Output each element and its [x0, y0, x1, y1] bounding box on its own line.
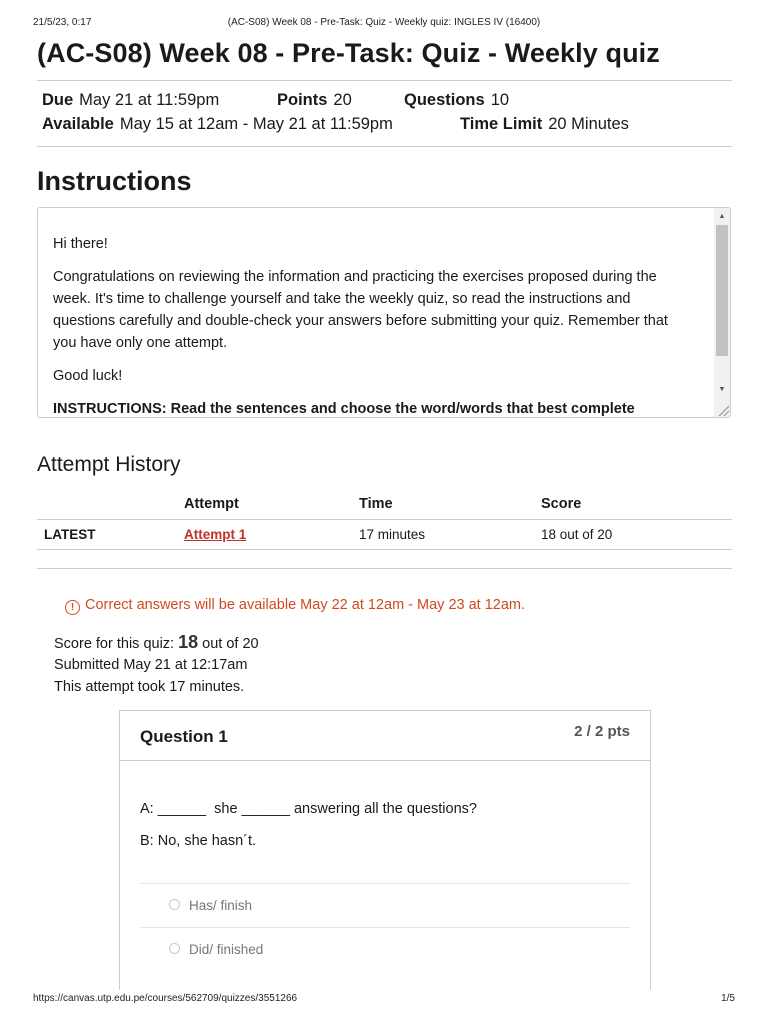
attempt-history-heading: Attempt History — [37, 453, 181, 476]
scroll-up-arrow-icon[interactable]: ▲ — [718, 213, 726, 220]
question-line-b: B: No, she hasn´t. — [140, 833, 257, 849]
time-cell: 17 minutes — [359, 520, 541, 550]
points-label: Points — [277, 91, 328, 109]
instructions-bold-line: INSTRUCTIONS: Read the sentences and choose the word/words that best complete — [53, 401, 635, 417]
table-header-row — [37, 488, 732, 520]
answer-label: Did/ finished — [189, 942, 264, 957]
instructions-greeting: Hi there! — [53, 236, 108, 252]
time-limit-value: 20 Minutes — [548, 115, 629, 133]
print-url: https://canvas.utp.edu.pe/courses/562709/quizzes/3551266 — [33, 993, 298, 1004]
quiz-score-line — [54, 632, 259, 653]
question-points: 2 / 2 pts — [574, 723, 630, 740]
radio-button-icon[interactable] — [169, 943, 180, 954]
answer-option[interactable] — [140, 883, 630, 928]
questions-meta — [404, 91, 509, 110]
submitted-line: Submitted May 21 at 12:17am — [54, 657, 248, 673]
notice-text: Correct answers will be available May 22 at 12am - May 23 at 12am. — [85, 597, 526, 613]
scroll-thumb[interactable] — [716, 225, 728, 356]
instructions-content — [53, 233, 693, 418]
answer-label: Has/ finish — [189, 898, 253, 913]
divider — [37, 146, 732, 147]
question-header — [120, 711, 650, 761]
duration-line: This attempt took 17 minutes. — [54, 679, 245, 695]
scroll-down-arrow-icon[interactable]: ▼ — [718, 386, 726, 393]
time-limit-meta — [460, 115, 629, 134]
resize-grip-icon[interactable] — [717, 404, 729, 416]
available-meta — [42, 115, 393, 134]
question-text — [140, 798, 477, 862]
print-date: 21/5/23, 0:17 — [33, 17, 92, 28]
due-value: May 21 at 11:59pm — [79, 91, 220, 109]
time-limit-label: Time Limit — [460, 115, 543, 133]
question-card — [119, 710, 651, 990]
warning-circle-icon: ! — [65, 600, 80, 615]
print-page-title: (AC-S08) Week 08 - Pre-Task: Quiz - Weekly quiz: INGLES IV (16400) — [227, 17, 541, 28]
question-title: Question 1 — [140, 727, 228, 746]
latest-tag: LATEST — [37, 520, 184, 550]
table-header-score: Score — [541, 488, 732, 520]
score-suffix: out of 20 — [198, 636, 259, 652]
available-value: May 15 at 12am - May 21 at 11:59pm — [119, 115, 393, 133]
attempt-cell — [184, 520, 359, 550]
attempt-history-table — [37, 488, 732, 550]
instructions-heading: Instructions — [37, 166, 192, 196]
table-row — [37, 520, 732, 550]
due-label: Due — [42, 91, 74, 109]
attempt-1-link[interactable]: Attempt 1 — [184, 527, 247, 542]
score-prefix: Score for this quiz: — [54, 636, 179, 652]
correct-answers-notice — [65, 597, 525, 615]
instructions-closing: Good luck! — [53, 368, 123, 384]
radio-button-icon[interactable] — [169, 899, 180, 910]
score-cell: 18 out of 20 — [541, 520, 732, 550]
print-page-number: 1/5 — [721, 993, 735, 1004]
instructions-body: Congratulations on reviewing the information and practicing the exercises proposed during the week. It's time to challenge yourself and take the weekly quiz, so read the instructions and questions carefully and double-check your answers before submitting your quiz. Remember that you have only one attempt. — [53, 269, 668, 351]
points-meta — [277, 91, 352, 110]
table-header-attempt: Attempt — [184, 488, 359, 520]
answer-option[interactable] — [140, 927, 630, 972]
points-value: 20 — [333, 91, 352, 109]
score-value: 18 — [178, 632, 199, 652]
questions-value: 10 — [490, 91, 510, 109]
table-header-time: Time — [359, 488, 541, 520]
questions-label: Questions — [404, 91, 485, 109]
divider — [37, 80, 732, 81]
quiz-title: (AC-S08) Week 08 - Pre-Task: Quiz - Weekly quiz — [37, 38, 660, 68]
instructions-scrollbar[interactable] — [714, 208, 730, 417]
question-line-a: A: ______ she ______ answering all the questions? — [140, 801, 477, 817]
quiz-meta-row-1 — [42, 91, 219, 110]
table-header — [37, 488, 184, 520]
instructions-box[interactable] — [37, 207, 731, 418]
available-label: Available — [42, 115, 114, 133]
divider — [37, 568, 732, 569]
